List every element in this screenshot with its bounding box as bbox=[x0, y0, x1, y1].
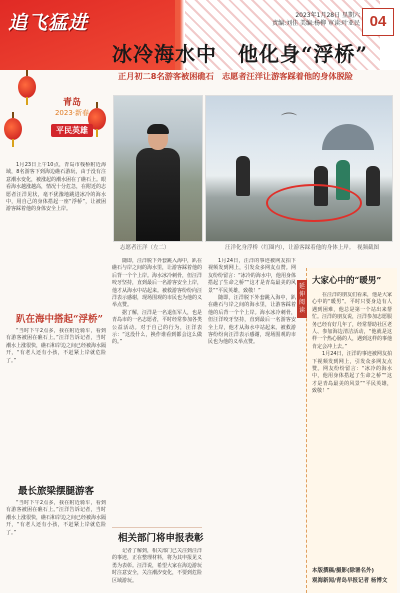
main-headline: 冰冷海水中 他化身“浮桥” bbox=[112, 42, 369, 66]
badge-label: 平民英雄 bbox=[51, 124, 93, 137]
header-dateline bbox=[272, 12, 360, 28]
body-paragraph: 随即，汪洋脱下外套跳入海中，趴在礁石与岸之间的海水里，让游客踩着他的后背一个个上岸。海水冰冷刺骨，但汪洋咬牙坚持，直到最后一名游客安全上岸，他才从海水中站起来。被救游客纷纷向汪洋表示感谢，现场围观的市民也为他的义举点赞。 bbox=[112, 258, 202, 309]
body-paragraph: 随即，汪洋脱下外套跳入海中，趴在礁石与岸之间的海水里，让游客踩着他的后背一个个上岸。海水冰冷刺骨，但汪洋咬牙坚持，直到最后一名游客安全上岸，他才从海水中站起来。被救游客纷纷向汪洋表示感谢，现场围观的市民也为他的义举点赞。 bbox=[208, 295, 296, 346]
article-column bbox=[208, 258, 296, 592]
byline: 观海新闻/青岛早报记者 杨博文 bbox=[312, 578, 388, 584]
sidebar-tag: 延伸阅读 bbox=[297, 280, 307, 318]
article-column bbox=[112, 548, 202, 592]
byline: 本版撰稿/摄影(除署名外) bbox=[312, 568, 375, 574]
article-column bbox=[6, 162, 106, 302]
portrait-caption: 志愿者汪洋（左二） bbox=[120, 245, 170, 251]
sidebar-heading: 大家心中的“暖男” bbox=[312, 276, 382, 286]
body-paragraph: “当时下午2点多，我在附近骑车，看到有游客被困在礁石上。”汪洋告诉记者，当时潮水上涨很快，礁石和岸边之间已经被海水隔开，“有老人还有小孩，不赶紧上岸就危险了。” bbox=[6, 328, 106, 364]
editor-credits: 责编:刘佳 美编:杨柳 审读:叶亚民 bbox=[272, 20, 360, 27]
article-column bbox=[112, 258, 202, 523]
portrait-photo bbox=[113, 95, 203, 242]
sidebar-column bbox=[312, 292, 392, 547]
column-banner: 追飞猛进 bbox=[8, 12, 89, 34]
body-paragraph: 在汪洋的朋友们看来，他是大家心中的“暖男”。平时只要身边有人遇到困难，他总是第一个站出来帮忙。汪洋的朋友说，汪洋参加志愿服务已经有好几年了，经常帮助社区老人、参加海边清洁活动，“他就是这样一个热心肠的人，遇到这样的事他肯定会冲上去。” bbox=[312, 292, 392, 350]
body-paragraph: “当时下午2点多，我在附近骑车，看到有游客被困在礁石上。”汪洋告诉记者，当时潮水上涨很快，礁石和岸边之间已经被海水隔开，“有老人还有小孩，不赶紧上岸就危险了。” bbox=[6, 500, 106, 536]
body-paragraph: 1月23日上午10点，青岛市栈桥附近海域，8名游客下到海边礁石游玩，由于没有注意潮水变化，被涨起的潮水困在了礁石上。眼看海水越涨越高，情况十分危急，在附近的志愿者汪洋见状，毫不犹豫地跳进冰冷的海水中，用自己的身体搭起一座“浮桥”，让被困游客踩着他的身体安全上岸。 bbox=[6, 162, 106, 213]
page-number: 04 bbox=[362, 8, 394, 36]
person-figure bbox=[366, 166, 380, 206]
lantern-icon bbox=[4, 118, 22, 140]
divider bbox=[112, 527, 202, 528]
badge-city: 青岛 bbox=[62, 98, 81, 108]
section-heading: 趴在海中搭起“浮桥” bbox=[16, 314, 103, 325]
highlight-circle bbox=[266, 184, 362, 222]
body-paragraph: 1月24日，汪洋的事迹被网友拍下视频发到网上，引发众多网友点赞。网友纷纷留言：“冰冷的海水中，他用身体搭起了生命之桥”“这才是青岛最美的风景”“平民英雄，致敬！” bbox=[208, 258, 296, 294]
body-paragraph: 记者了解到，相关部门已关注到汪洋的事迹，正在整理材料，将为其申报见义勇为表彰。汪洋说，希望大家在海边游玩时注意安全，关注潮汐变化，不要到危险区域游玩。 bbox=[112, 548, 202, 584]
person-figure bbox=[136, 126, 180, 241]
lantern-icon bbox=[18, 76, 36, 98]
person-figure bbox=[236, 156, 250, 196]
body-paragraph: 据了解，汪洋是一名退伍军人，也是青岛市的一名志愿者，平时经常参加各类公益活动。对于自己的行为，汪洋表示：“这没什么，换作谁看到都会这么做的。” bbox=[112, 309, 202, 346]
issue-date: 2023年1月28日 星期六 bbox=[295, 12, 360, 19]
sub-headline: 正月初二8名游客被困礁石 志愿者汪洋让游客踩着他的身体脱险 bbox=[118, 71, 353, 81]
body-paragraph: 1月24日，汪洋的事迹被网友拍下视频发到网上，引发众多网友点赞。网友纷纷留言：“冰冷的海水中，他用身体搭起了生命之桥”“这才是青岛最美的风景”“平民英雄，致敬！” bbox=[312, 351, 392, 395]
section-heading: 最长旅梁摆腿游客 bbox=[18, 486, 95, 497]
badge-season: 2023·新春 bbox=[54, 109, 90, 117]
article-column bbox=[6, 500, 106, 590]
hero-badge bbox=[40, 95, 104, 137]
seagull-icon: ⌒ bbox=[281, 111, 298, 130]
article-column bbox=[6, 328, 106, 473]
section-heading: 相关部门将申报表彰 bbox=[118, 533, 204, 544]
dome-building bbox=[322, 124, 374, 150]
scene-caption: 汪洋化身浮桥（红圈内），让游客踩着他的身体上岸。 视频截图 bbox=[225, 245, 380, 251]
rescue-scene-photo bbox=[205, 95, 393, 242]
